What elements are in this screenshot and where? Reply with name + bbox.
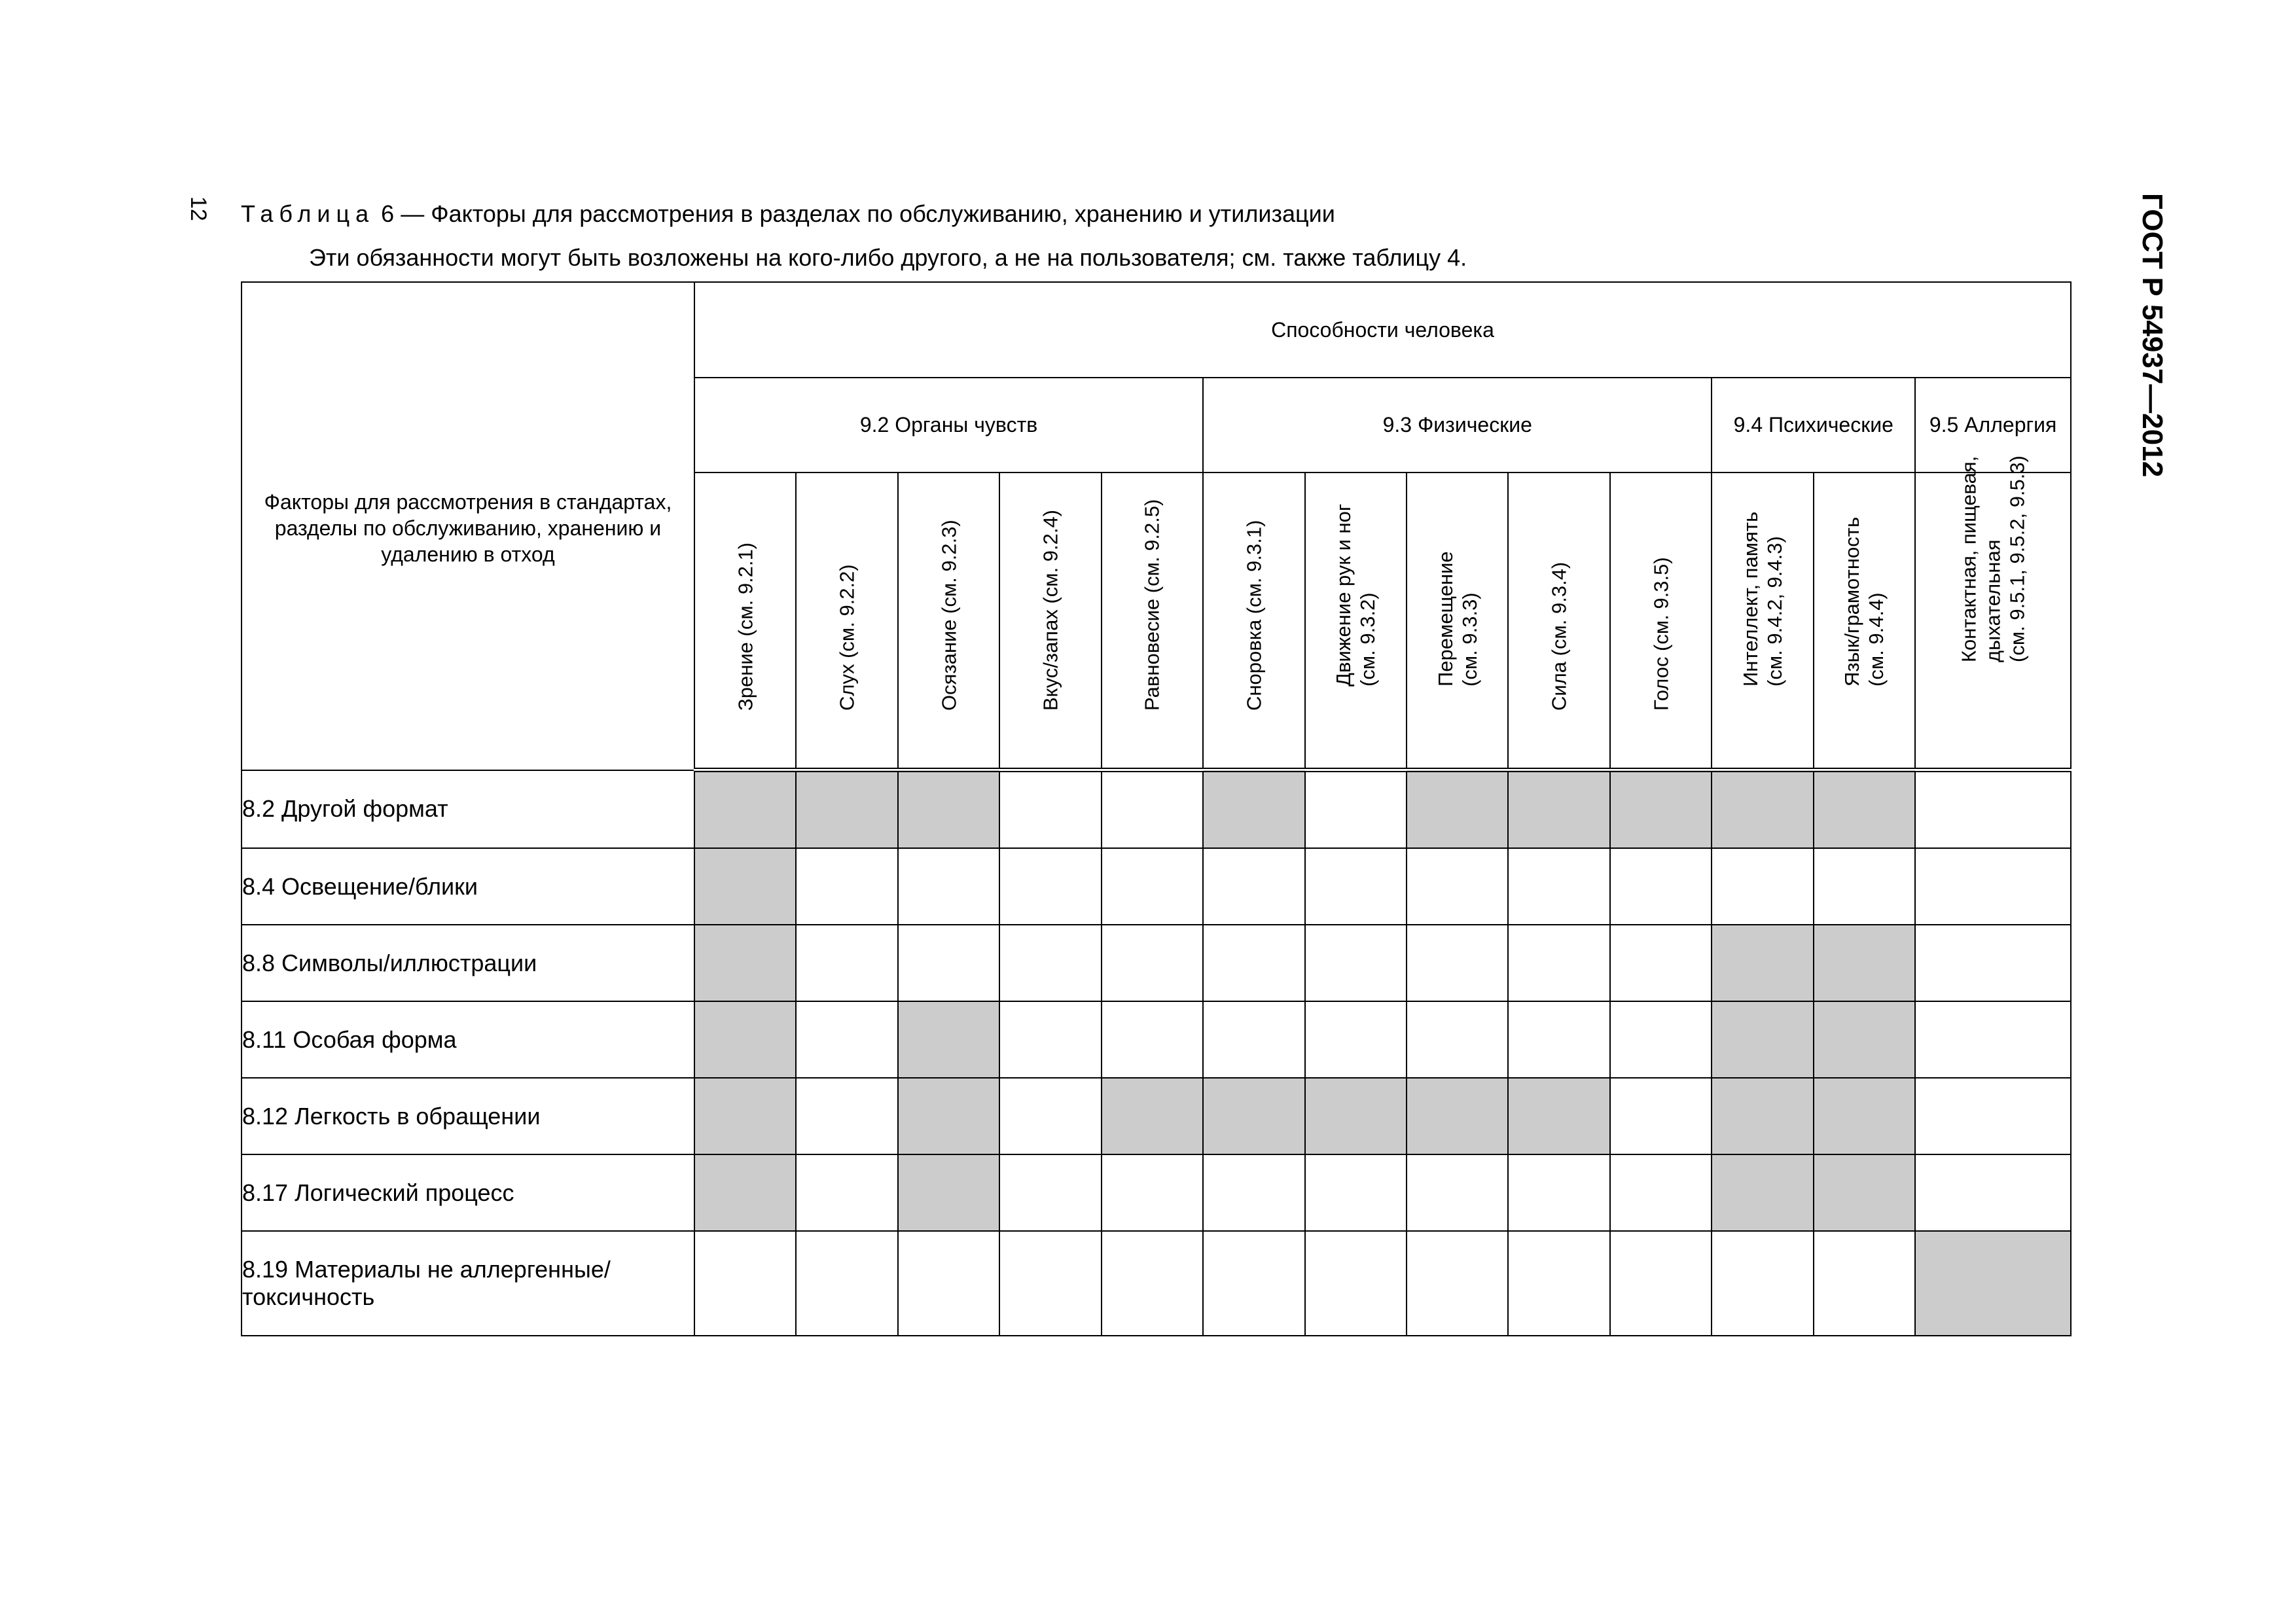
table-cell xyxy=(1102,1154,1203,1231)
table-cell xyxy=(999,1078,1101,1154)
row-text: Символы/иллюстрации xyxy=(281,949,537,976)
table-cell-shaded xyxy=(1712,1154,1813,1231)
table-cell xyxy=(1407,848,1508,925)
table-cell-shaded xyxy=(1814,925,1915,1001)
table-cell xyxy=(796,925,897,1001)
table-cell-shaded xyxy=(796,770,897,849)
table-cell xyxy=(1508,848,1609,925)
table-cell-shaded xyxy=(694,925,796,1001)
group-header-mental: 9.4 Психические xyxy=(1712,378,1915,473)
column-header: Зрение (см. 9.2.1) xyxy=(694,473,796,770)
table-cell xyxy=(1915,1154,2071,1231)
table-cell xyxy=(1915,1001,2071,1078)
table-cell-shaded xyxy=(1712,925,1813,1001)
table-cell-shaded xyxy=(898,1154,999,1231)
table-cell-shaded xyxy=(1610,770,1712,849)
row-text-continued: токсичность xyxy=(242,1283,375,1310)
table-cell xyxy=(1305,770,1407,849)
table-cell-shaded xyxy=(1915,1231,2071,1336)
table-cell-shaded xyxy=(1102,1078,1203,1154)
table-cell xyxy=(796,1078,897,1154)
table-cell xyxy=(1407,1231,1508,1336)
table-cell-shaded xyxy=(1814,770,1915,849)
table-cell xyxy=(1102,925,1203,1001)
table-cell xyxy=(999,770,1101,849)
row-text: Другой формат xyxy=(281,795,448,823)
table-cell xyxy=(1712,848,1813,925)
column-header: Голос (см. 9.3.5) xyxy=(1610,473,1712,770)
table-cell-shaded xyxy=(898,1078,999,1154)
table-cell-shaded xyxy=(1508,1078,1609,1154)
table-cell xyxy=(1102,1231,1203,1336)
column-header: Осязание (см. 9.2.3) xyxy=(898,473,999,770)
column-header: Равновесие (см. 9.2.5) xyxy=(1102,473,1203,770)
table-cell xyxy=(1203,925,1304,1001)
table-cell xyxy=(999,925,1101,1001)
table-cell-shaded xyxy=(1814,1078,1915,1154)
column-header: Интеллект, память (см. 9.4.2, 9.4.3) xyxy=(1712,473,1813,770)
table-cell xyxy=(1203,1154,1304,1231)
row-label xyxy=(242,770,694,849)
table-row xyxy=(242,1001,2071,1078)
caption-prefix: Таблица xyxy=(241,200,375,227)
table-cell xyxy=(1814,1231,1915,1336)
column-header: Перемещение (см. 9.3.3) xyxy=(1407,473,1508,770)
row-label xyxy=(242,1001,694,1078)
row-text: Логический процесс xyxy=(295,1179,514,1206)
table-cell-shaded xyxy=(898,1001,999,1078)
table-cell-shaded xyxy=(694,1154,796,1231)
table-cell xyxy=(1102,770,1203,849)
table-note: Эти обязанности могут быть возложены на кого-либо другого, а не на пользователя; см. также таблицу 4. xyxy=(309,244,1467,271)
table-cell xyxy=(1305,1154,1407,1231)
table-cell-shaded xyxy=(694,770,796,849)
table-cell xyxy=(898,925,999,1001)
row-number: 8.11 xyxy=(242,1026,287,1053)
factor-header: Факторы для рассмотрения в стандартах, разделы по обслуживанию, хранению и удалению в отход xyxy=(264,490,672,566)
table-cell-shaded xyxy=(694,1078,796,1154)
table-cell xyxy=(694,1231,796,1336)
table-body xyxy=(242,770,2071,1336)
row-number: 8.12 xyxy=(242,1102,289,1130)
table-row xyxy=(242,770,2071,849)
table-cell xyxy=(1203,1001,1304,1078)
table-cell-shaded xyxy=(1407,770,1508,849)
table-cell-shaded xyxy=(1203,1078,1304,1154)
caption-number: 6 xyxy=(381,200,395,227)
caption-title: — Факторы для рассмотрения в разделах по обслуживанию, хранению и утилизации xyxy=(401,200,1335,227)
table-cell xyxy=(1407,1001,1508,1078)
table-cell xyxy=(796,848,897,925)
table-cell xyxy=(1508,1001,1609,1078)
row-number: 8.2 xyxy=(242,795,276,823)
group-header-senses: 9.2 Органы чувств xyxy=(694,378,1203,473)
table-cell xyxy=(796,1001,897,1078)
row-number: 8.4 xyxy=(242,872,276,900)
page-number: 12 xyxy=(186,196,211,221)
table-caption xyxy=(241,200,1335,228)
capabilities-header: Способности человека xyxy=(694,282,2071,378)
factor-header-cell xyxy=(242,282,694,770)
capabilities-table xyxy=(241,281,2072,1336)
group-header-allergy: 9.5 Аллергия xyxy=(1915,378,2071,473)
table-row xyxy=(242,848,2071,925)
table-row xyxy=(242,1154,2071,1231)
column-header: Движение рук и ног (см. 9.3.2) xyxy=(1305,473,1407,770)
row-text: Освещение/блики xyxy=(281,872,478,900)
row-text: Материалы не аллергенные/ xyxy=(295,1256,611,1283)
table-cell xyxy=(1305,925,1407,1001)
table-cell xyxy=(796,1154,897,1231)
row-label xyxy=(242,1154,694,1231)
table-cell xyxy=(1203,848,1304,925)
table-cell xyxy=(1610,925,1712,1001)
table-cell-shaded xyxy=(898,770,999,849)
table-cell xyxy=(1610,1001,1712,1078)
table-cell xyxy=(1712,1231,1813,1336)
table-cell xyxy=(1915,848,2071,925)
table-cell xyxy=(1610,1078,1712,1154)
row-label xyxy=(242,848,694,925)
table-cell xyxy=(1508,1231,1609,1336)
table-row xyxy=(242,1078,2071,1154)
column-header: Сноровка (см. 9.3.1) xyxy=(1203,473,1304,770)
table-cell-shaded xyxy=(694,1001,796,1078)
row-label xyxy=(242,925,694,1001)
row-label xyxy=(242,1078,694,1154)
table-cell-shaded xyxy=(1508,770,1609,849)
table-row xyxy=(242,925,2071,1001)
table-cell xyxy=(1407,1154,1508,1231)
row-number: 8.8 xyxy=(242,949,276,976)
column-header: Вкус/запах (см. 9.2.4) xyxy=(999,473,1101,770)
table-cell xyxy=(1814,848,1915,925)
table-cell xyxy=(1610,1154,1712,1231)
row-number: 8.19 xyxy=(242,1256,289,1283)
table-cell xyxy=(1305,848,1407,925)
table-cell xyxy=(1203,1231,1304,1336)
table-cell-shaded xyxy=(1712,1078,1813,1154)
table-cell xyxy=(1610,1231,1712,1336)
table-cell xyxy=(999,848,1101,925)
table-cell xyxy=(1508,1154,1609,1231)
column-header: Слух (см. 9.2.2) xyxy=(796,473,897,770)
column-header: Сила (см. 9.3.4) xyxy=(1508,473,1609,770)
table-cell xyxy=(898,848,999,925)
table-cell-shaded xyxy=(1712,770,1813,849)
row-text: Особая форма xyxy=(293,1026,457,1053)
table-cell xyxy=(1610,848,1712,925)
table-cell xyxy=(1407,925,1508,1001)
column-header: Язык/грамотность (см. 9.4.4) xyxy=(1814,473,1915,770)
table-row xyxy=(242,1231,2071,1336)
table-cell-shaded xyxy=(1305,1078,1407,1154)
table-cell xyxy=(999,1154,1101,1231)
table-cell xyxy=(999,1231,1101,1336)
table-cell xyxy=(1508,925,1609,1001)
row-text: Легкость в обращении xyxy=(295,1102,541,1130)
table-cell xyxy=(1305,1001,1407,1078)
table-cell-shaded xyxy=(1203,770,1304,849)
table-cell-shaded xyxy=(1814,1154,1915,1231)
column-header: Контактная, пищевая, дыхательная (см. 9.5.1, 9.5.2, 9.5.3) xyxy=(1915,473,2071,770)
table-cell-shaded xyxy=(1407,1078,1508,1154)
table-cell xyxy=(1305,1231,1407,1336)
table-cell xyxy=(999,1001,1101,1078)
table-cell xyxy=(1915,770,2071,849)
table-cell xyxy=(1102,848,1203,925)
row-number: 8.17 xyxy=(242,1179,289,1206)
table-cell-shaded xyxy=(1712,1001,1813,1078)
table-cell xyxy=(796,1231,897,1336)
table-cell xyxy=(1915,925,2071,1001)
table-cell xyxy=(1102,1001,1203,1078)
table-cell xyxy=(898,1231,999,1336)
table-cell xyxy=(1915,1078,2071,1154)
group-header-physical: 9.3 Физические xyxy=(1203,378,1712,473)
table-cell-shaded xyxy=(1814,1001,1915,1078)
document-code: ГОСТ Р 54937—2012 xyxy=(2136,193,2168,478)
row-label xyxy=(242,1231,694,1336)
table-cell-shaded xyxy=(694,848,796,925)
